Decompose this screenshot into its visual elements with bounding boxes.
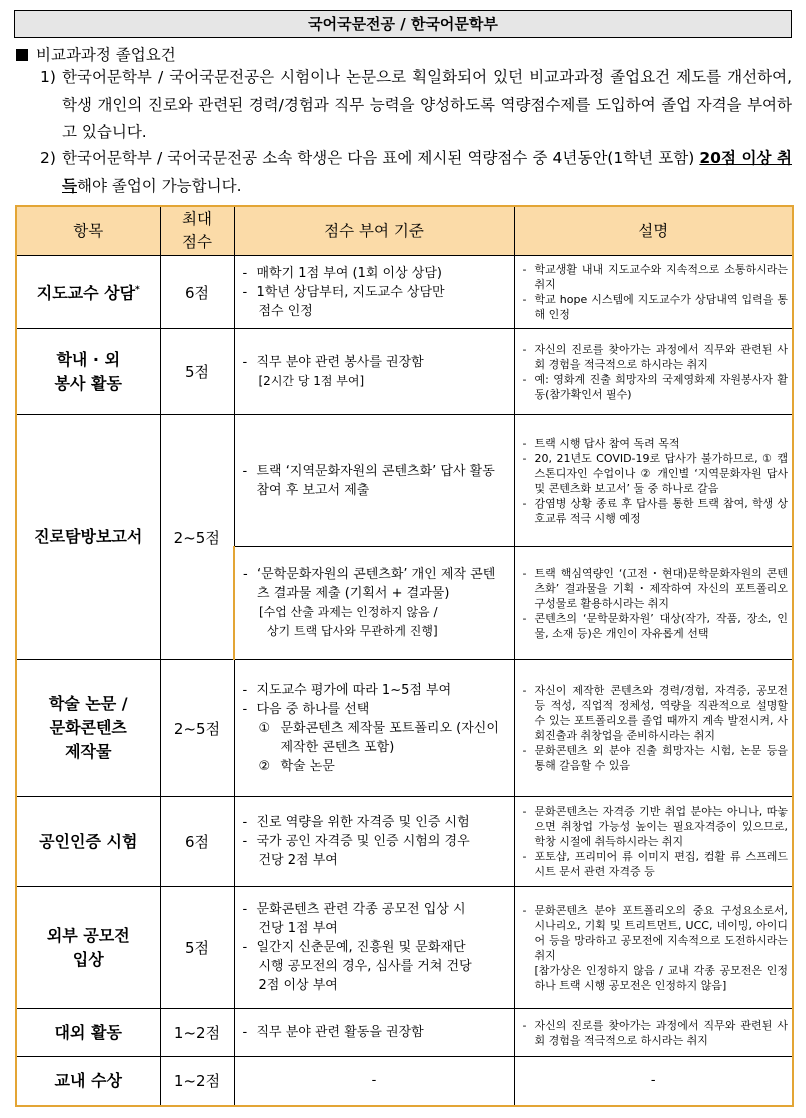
requirements-table	[15, 205, 794, 1107]
row-description: -	[514, 1057, 793, 1106]
section-heading	[16, 43, 176, 65]
row-item: 외부 공모전 입상	[16, 887, 160, 1009]
paragraph-number: 1)	[40, 68, 56, 86]
row-description: - 자신의 진로를 찾아가는 과정에서 직무와 관련된 사회 경험을 적극적으로 하시라는 취지	[514, 1009, 793, 1057]
row-item: 교내 수상	[16, 1057, 160, 1106]
table-row	[16, 660, 793, 797]
row-item: 대외 활동	[16, 1009, 160, 1057]
row-description: - 학교생활 내내 지도교수와 지속적으로 소통하시라는 취지 - 학교 hope 시스템에 지도교수가 상담내역 입력을 통해 인정	[514, 256, 793, 329]
row-criteria: - 트랙 ‘지역문화자원의 콘텐츠화’ 답사 활동 참여 후 보고서 제출	[234, 415, 514, 547]
square-bullet-icon	[16, 49, 28, 61]
table-row	[16, 415, 793, 547]
row-criteria: - ‘문학문화자원의 콘텐츠화’ 개인 제작 콘텐츠 결과물 제출 (기획서 + 결과물) [수업 산출 과제는 인정하지 않음 / 상기 트랙 답사와 무관하게 진행]	[234, 547, 514, 660]
row-score: 6점	[160, 256, 234, 329]
row-criteria: - 진로 역량을 위한 자격증 및 인증 시험 - 국가 공인 자격증 및 인증 시험의 경우 건당 2점 부여	[234, 797, 514, 887]
table-row	[16, 1009, 793, 1057]
row-item: 진로탐방보고서	[16, 415, 160, 660]
row-item: 학술 논문 / 문화콘텐츠 제작물	[16, 660, 160, 797]
row-score: 2~5점	[160, 415, 234, 660]
row-description: - 문화콘텐츠는 자격증 기반 취업 분야는 아니나, 따놓으면 취창업 가능성 높이는 필요자격증이 있으므로, 학창 시절에 취득하시라는 취지 - 포토샵, 프리미어 류 이미지 편집, 컴활 류 스프레드시트 문서 관련 자격증 등	[514, 797, 793, 887]
row-score: 2~5점	[160, 660, 234, 797]
row-score: 5점	[160, 887, 234, 1009]
row-description: - 문화콘텐츠 분야 포트폴리오의 중요 구성요소로서, 시나리오, 기획 및 트리트먼트, UCC, 네이밍, 아이디어 등을 망라하고 공모전에 지속적으로 도전하시라는 취지 [참가상은 인정하지 않음 / 교내 각종 공모전은 인정하나 트랙 시행 공모전은 인정하지 않음]	[514, 887, 793, 1009]
row-criteria: - 문화콘텐츠 관련 각종 공모전 입상 시 건당 1점 부여 - 일간지 신춘문예, 진흥원 및 문화재단 시행 공모전의 경우, 심사를 거쳐 건당 2점 이상 부여	[234, 887, 514, 1009]
paragraph-number: 2)	[40, 149, 56, 167]
row-description: - 트랙 핵심역량인 ‘(고전・현대)문학문화자원의 콘텐츠화’ 결과물을 기획・제작하여 자신의 포트폴리오 구성물로 활용하시라는 취지 - 콘텐츠의 ‘문학문화자원’ 대상(작가, 작품, 장소, 인물, 소재 등)은 개인이 자유롭게 선택	[514, 547, 793, 660]
header-criteria: 점수 부여 기준	[234, 206, 514, 256]
row-description: - 자신의 진로를 찾아가는 과정에서 직무와 관련된 사회 경험을 적극적으로 하시라는 취지 - 예: 영화계 진출 희망자의 국제영화제 자원봉사자 활동(참가확인서 필수)	[514, 329, 793, 415]
table-row	[16, 797, 793, 887]
header-description: 설명	[514, 206, 793, 256]
paragraph-text: 한국어문학부 / 국어국문전공 소속 학생은 다음 표에 제시된 역량점수 중 4년동안(1학년 포함) 20점 이상 취득해야 졸업이 가능합니다.	[62, 149, 792, 195]
row-score: 6점	[160, 797, 234, 887]
header-max-score: 최대 점수	[160, 206, 234, 256]
section-heading-text: 비교과과정 졸업요건	[36, 46, 176, 64]
row-description: - 트랙 시행 답사 참여 독려 목적 - 20, 21년도 COVID-19로 답사가 불가하므로, ① 캡스톤디자인 수업이나 ② 개인별 ‘지역문화자원 답사 및 콘텐츠화 보고서’ 둘 중 하나로 갈음 - 감염병 상황 종료 후 답사를 통한 트랙 참여, 학생 상호교류 적극 시행 예정	[514, 415, 793, 547]
row-description: - 자신이 제작한 콘텐츠와 경력/경험, 자격증, 공모전 등 적성, 직업적 정체성, 역량을 직관적으로 설명할 수 있는 포트폴리오를 졸업 때까지 계속 발전시켜, 사회진출과 취창업을 준비하시라는 취지 - 문화콘텐츠 외 분야 진출 희망자는 시험, 논문 등을 통해 갈음할 수 있음	[514, 660, 793, 797]
row-criteria: - 직무 분야 관련 봉사를 권장함 [2시간 당 1점 부여]	[234, 329, 514, 415]
row-score: 1~2점	[160, 1009, 234, 1057]
row-criteria: - 매학기 1점 부여 (1회 이상 상담) - 1학년 상담부터, 지도교수 상담만 점수 인정	[234, 256, 514, 329]
row-criteria: - 지도교수 평가에 따라 1~5점 부여 - 다음 중 하나를 선택 ① 문화콘텐츠 제작물 포트폴리오 (자신이 제작한 콘텐츠 포함) ② 학술 논문	[234, 660, 514, 797]
row-criteria: - 직무 분야 관련 활동을 권장함	[234, 1009, 514, 1057]
row-score: 5점	[160, 329, 234, 415]
header-item: 항목	[16, 206, 160, 256]
row-item: 학내 · 외 봉사 활동	[16, 329, 160, 415]
paragraph-2	[40, 145, 792, 200]
table-row	[16, 887, 793, 1009]
table-row	[16, 256, 793, 329]
paragraph-text: 한국어문학부 / 국어국문전공은 시험이나 논문으로 획일화되어 있던 비교과과정 졸업요건 제도를 개선하여, 학생 개인의 진로와 관련된 경력/경험과 직무 능력을 양성하도록 역량점수제를 도입하여 졸업 자격을 부여하고 있습니다.	[62, 68, 792, 141]
paragraph-1	[40, 64, 792, 147]
table-header-row	[16, 206, 793, 256]
row-item: 공인인증 시험	[16, 797, 160, 887]
row-criteria: -	[234, 1057, 514, 1106]
requirement-highlight: 20점 이상 취득	[62, 149, 792, 195]
table-row	[16, 1057, 793, 1106]
row-score: 1~2점	[160, 1057, 234, 1106]
table-row	[16, 329, 793, 415]
page-title: 국어국문전공 / 한국어문학부	[14, 10, 792, 38]
row-item: 지도교수 상담*	[16, 256, 160, 329]
